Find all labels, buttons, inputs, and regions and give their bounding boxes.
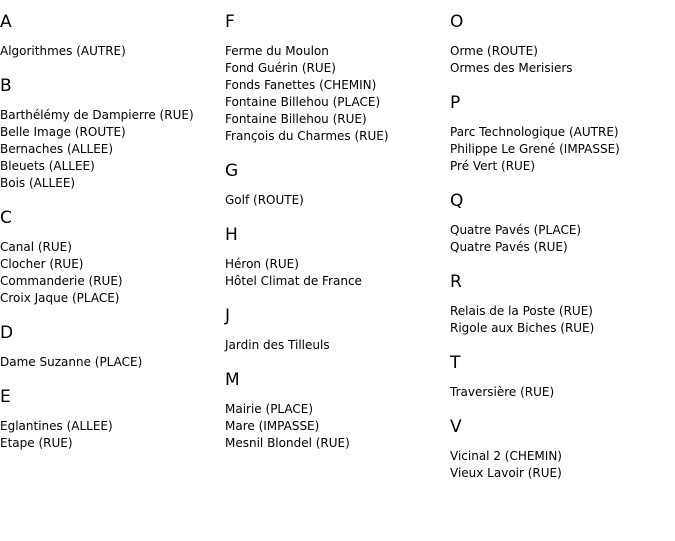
- street-item: Etape (RUE): [0, 436, 73, 450]
- letter-heading: J: [225, 306, 231, 326]
- letter-heading: E: [0, 387, 11, 407]
- street-item: Fontaine Billehou (RUE): [225, 112, 367, 126]
- street-item: Bleuets (ALLEE): [0, 159, 95, 173]
- street-list: [225, 192, 445, 209]
- letter-group-f: [225, 12, 445, 145]
- street-list: [450, 124, 670, 175]
- street-item: Fond Guérin (RUE): [225, 61, 336, 75]
- street-item: Relais de la Poste (RUE): [450, 304, 593, 318]
- letter-heading: R: [450, 272, 462, 292]
- street-item: Traversière (RUE): [450, 385, 555, 399]
- street-list: [0, 239, 220, 307]
- letter-group-c: [0, 208, 220, 307]
- street-item: Bois (ALLEE): [0, 176, 76, 190]
- letter-heading: P: [450, 93, 461, 113]
- street-item: Belle Image (ROUTE): [0, 125, 126, 139]
- street-item: Mesnil Blondel (RUE): [225, 436, 350, 450]
- street-list: [0, 43, 220, 60]
- street-item: Algorithmes (AUTRE): [0, 44, 126, 58]
- street-item: Fonds Fanettes (CHEMIN): [225, 78, 377, 92]
- street-list: [450, 303, 670, 337]
- street-list: [225, 401, 445, 452]
- index-column-3: [450, 12, 670, 498]
- street-list: [450, 222, 670, 256]
- street-item: Golf (ROUTE): [225, 193, 304, 207]
- street-item: Héron (RUE): [225, 257, 299, 271]
- letter-heading: Q: [450, 191, 464, 211]
- street-item: Ormes des Merisiers: [450, 61, 573, 75]
- letter-group-g: [225, 161, 445, 209]
- street-item: Ferme du Moulon: [225, 44, 329, 58]
- letter-heading: G: [225, 161, 239, 181]
- letter-heading: T: [450, 353, 461, 373]
- street-item: Mairie (PLACE): [225, 402, 314, 416]
- index-column-2: [225, 12, 445, 468]
- letter-group-r: [450, 272, 670, 337]
- letter-heading: H: [225, 225, 238, 245]
- street-item: Canal (RUE): [0, 240, 72, 254]
- street-item: Jardin des Tilleuls: [225, 338, 330, 352]
- street-item: Orme (ROUTE): [450, 44, 538, 58]
- street-item: Parc Technologique (AUTRE): [450, 125, 619, 139]
- street-item: Bernaches (ALLEE): [0, 142, 114, 156]
- street-item: Mare (IMPASSE): [225, 419, 320, 433]
- street-list: [450, 43, 670, 77]
- street-list: [450, 448, 670, 482]
- letter-group-a: [0, 12, 220, 60]
- letter-heading: C: [0, 208, 12, 228]
- street-list: [225, 337, 445, 354]
- street-item: Croix Jaque (PLACE): [0, 291, 120, 305]
- letter-group-b: [0, 76, 220, 192]
- letter-heading: B: [0, 76, 12, 96]
- index-column-1: [0, 12, 220, 468]
- street-item: Dame Suzanne (PLACE): [0, 355, 143, 369]
- letter-group-v: [450, 417, 670, 482]
- letter-group-e: [0, 387, 220, 452]
- letter-group-d: [0, 323, 220, 371]
- street-item: Barthélémy de Dampierre (RUE): [0, 108, 194, 122]
- street-list: [450, 384, 670, 401]
- letter-heading: F: [225, 12, 235, 32]
- letter-heading: A: [0, 12, 12, 32]
- letter-heading: V: [450, 417, 462, 437]
- street-item: Hôtel Climat de France: [225, 274, 362, 288]
- street-item: Eglantines (ALLEE): [0, 419, 113, 433]
- letter-heading: O: [450, 12, 464, 32]
- letter-heading: M: [225, 370, 240, 390]
- street-item: Quatre Pavés (RUE): [450, 240, 568, 254]
- street-list: [0, 107, 220, 192]
- letter-group-o: [450, 12, 670, 77]
- street-item: François du Charmes (RUE): [225, 129, 389, 143]
- street-item: Clocher (RUE): [0, 257, 84, 271]
- letter-group-t: [450, 353, 670, 401]
- letter-group-j: [225, 306, 445, 354]
- street-item: Vicinal 2 (CHEMIN): [450, 449, 562, 463]
- letter-group-q: [450, 191, 670, 256]
- street-item: Philippe Le Grené (IMPASSE): [450, 142, 620, 156]
- letter-group-h: [225, 225, 445, 290]
- street-item: Vieux Lavoir (RUE): [450, 466, 562, 480]
- letter-heading: D: [0, 323, 14, 343]
- street-list: [225, 256, 445, 290]
- street-list: [225, 43, 445, 145]
- street-item: Pré Vert (RUE): [450, 159, 536, 173]
- letter-group-m: [225, 370, 445, 452]
- street-item: Quatre Pavés (PLACE): [450, 223, 582, 237]
- street-item: Commanderie (RUE): [0, 274, 123, 288]
- street-list: [0, 418, 220, 452]
- letter-group-p: [450, 93, 670, 175]
- street-item: Rigole aux Biches (RUE): [450, 321, 595, 335]
- street-list: [0, 354, 220, 371]
- street-item: Fontaine Billehou (PLACE): [225, 95, 381, 109]
